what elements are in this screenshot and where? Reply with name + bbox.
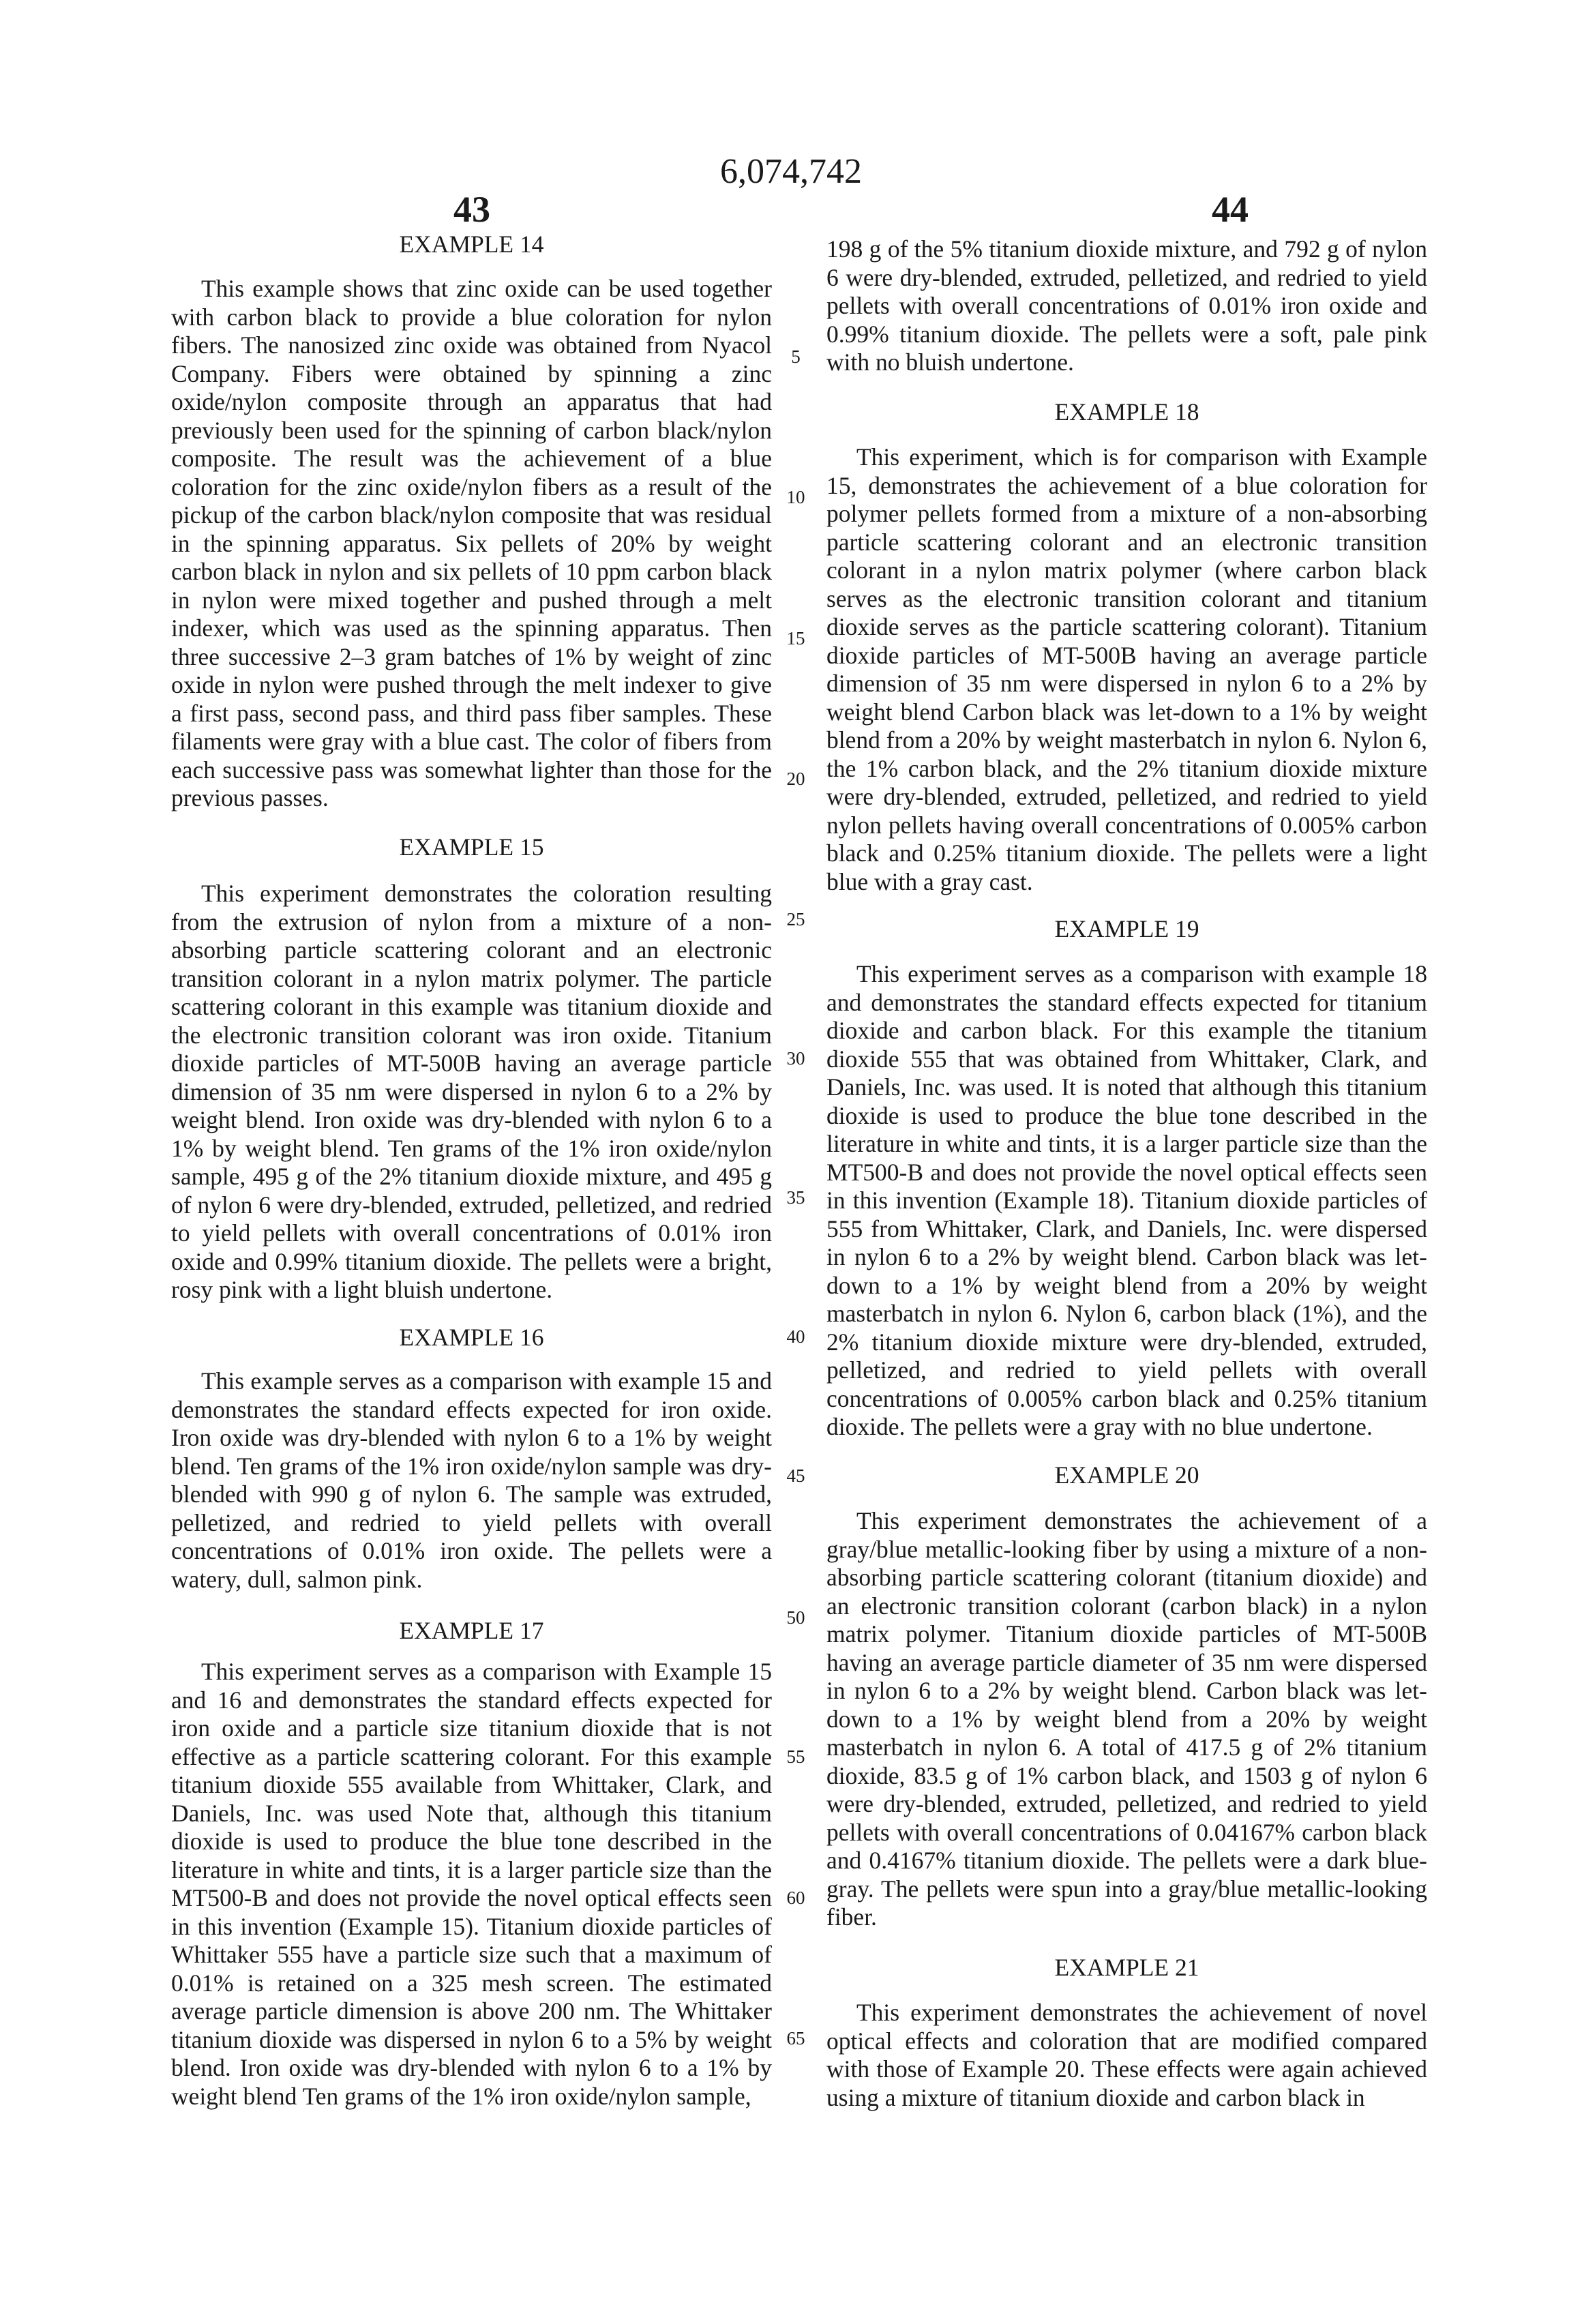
- example-17-heading: EXAMPLE 17: [171, 1617, 772, 1645]
- line-number: 10: [779, 487, 813, 508]
- line-number: 65: [779, 2028, 813, 2049]
- line-number: 40: [779, 1326, 813, 1347]
- line-number: 30: [779, 1048, 813, 1069]
- example-19-text: This experiment serves as a comparison with example 18 and demonstrates the standard effects expected for titanium dioxide and carbon black. For this example the titanium dioxide 555 that was obtained from Whittaker, Clark, and Daniels, Inc. was used. It is noted that although this titanium dioxide is used to produce the blue tone described in the literature in white and tints, it is a larger particle size than the MT500-B and does not provide the novel optical effects seen in this invention (Example 18). Titanium dioxide particles of 555 from Whittaker, Clark, and Daniels, Inc. were dispersed in nylon 6 to a 2% by weight blend. Carbon black was let-down to a 1% by weight blend from a 20% by weight masterbatch in nylon 6. Nylon 6, carbon black (1%), and the 2% titanium dioxide mixture were dry-blended, extruded, pelletized, and redried to yield pellets with overall concentrations of 0.005% carbon black and 0.25% titanium dioxide. The pellets were a gray with no blue undertone.: [826, 960, 1427, 1442]
- line-number: 20: [779, 769, 813, 790]
- line-number: 45: [779, 1465, 813, 1487]
- line-number: 35: [779, 1187, 813, 1208]
- example-14-heading: EXAMPLE 14: [171, 230, 772, 259]
- example-17-continuation: 198 g of the 5% titanium dioxide mixture, and 792 g of nylon 6 were dry-blended, extruded, pelletized, and redried to yield pellets with overall concentrations of 0.01% iron oxide and 0.99% titanium dioxide. The pellets were a soft, pale pink with no bluish undertone.: [826, 235, 1427, 377]
- left-column-number: 43: [404, 188, 540, 230]
- example-19-heading: EXAMPLE 19: [826, 915, 1427, 944]
- example-17-text: This experiment serves as a comparison with Example 15 and 16 and demonstrates the standard effects expected for iron oxide and a particle size titanium dioxide that is not effective as a particle scattering colorant. For this example titanium dioxide 555 available from Whittaker, Clark, and Daniels, Inc. was used Note that, although this titanium dioxide is used to produce the blue tone described in the literature in white and tints, it is a larger particle size than the MT500-B and does not provide the novel optical effects seen in this invention (Example 15). Titanium dioxide particles of Whittaker 555 have a particle size such that a maximum of 0.01% is retained on a 325 mesh screen. The estimated average particle dimension is above 200 nm. The Whittaker titanium dioxide was dispersed in nylon 6 to a 5% by weight blend. Iron oxide was dry-blended with nylon 6 to a 1% by weight blend Ten grams of the 1% iron oxide/nylon sample,: [171, 1658, 772, 2111]
- example-16-text: This example serves as a comparison with example 15 and demonstrates the standard effects expected for iron oxide. Iron oxide was dry-blended with nylon 6 to a 1% by weight blend. Ten grams of the 1% iron oxide/nylon sample was dry-blended with 990 g of nylon 6. The sample was extruded, pelletized, and redried to yield pellets with overall concentrations of 0.01% iron oxide. The pellets were a watery, dull, salmon pink.: [171, 1367, 772, 1594]
- example-20-heading: EXAMPLE 20: [826, 1461, 1427, 1490]
- example-15-heading: EXAMPLE 15: [171, 833, 772, 862]
- example-16-heading: EXAMPLE 16: [171, 1324, 772, 1352]
- line-number: 50: [779, 1607, 813, 1628]
- line-number: 25: [779, 909, 813, 930]
- line-number: 55: [779, 1746, 813, 1768]
- line-number: 15: [779, 628, 813, 649]
- line-number: 60: [779, 1888, 813, 1909]
- example-20-text: This experiment demonstrates the achievement of a gray/blue metallic-looking fiber by using a mixture of a non-absorbing particle scattering colorant (titanium dioxide) and an electronic transition colorant (carbon black) in a nylon matrix polymer. Titanium dioxide particles of MT-500B having an average particle diameter of 35 nm were dispersed in nylon 6 to a 2% by weight blend. Carbon black was let-down to a 1% by weight blend from a 20% by weight masterbatch in nylon 6. A total of 417.5 g of 2% titanium dioxide, 83.5 g of 1% carbon black, and 1503 g of nylon 6 were dry-blended, extruded, pelletized, and redried to yield pellets with overall concentrations of 0.04167% carbon black and 0.4167% titanium dioxide. The pellets were a dark blue-gray. The pellets were spun into a gray/blue metallic-looking fiber.: [826, 1507, 1427, 1932]
- line-number: 5: [779, 346, 813, 368]
- example-21-heading: EXAMPLE 21: [826, 1954, 1427, 1982]
- example-14-text: This example shows that zinc oxide can be used together with carbon black to provide a blue coloration for nylon fibers. The nanosized zinc oxide was obtained from Nyacol Company. Fibers were obtained by spinning a zinc oxide/nylon composite through an apparatus that had previously been used for the spinning of carbon black/nylon composite. The result was the achievement of a blue coloration for the zinc oxide/nylon fibers as a result of the pickup of the carbon black/nylon composite that was residual in the spinning apparatus. Six pellets of 20% by weight carbon black in nylon and six pellets of 10 ppm carbon black in nylon were mixed together and pushed through a melt indexer, which was used as the spinning apparatus. Then three successive 2–3 gram batches of 1% by weight of zinc oxide in nylon were pushed through the melt indexer to give a first pass, second pass, and third pass fiber samples. These filaments were gray with a blue cast. The color of fibers from each successive pass was somewhat lighter than those for the previous passes.: [171, 275, 772, 813]
- example-18-heading: EXAMPLE 18: [826, 398, 1427, 427]
- example-18-text: This experiment, which is for comparison with Example 15, demonstrates the achievement of a blue coloration for polymer pellets formed from a mixture of a non-absorbing particle scattering colorant and an electronic transition colorant in a nylon matrix polymer (where carbon black serves as the electronic transition colorant and titanium dioxide serves as the particle scattering colorant). Titanium dioxide particles of MT-500B having an average particle dimension of 35 nm were dispersed in nylon 6 to a 2% by weight blend Carbon black was let-down to a 1% by weight blend from a 20% by weight masterbatch in nylon 6. Nylon 6, the 1% carbon black, and the 2% titanium dioxide mixture were dry-blended, extruded, pelletized, and redried to yield nylon pellets having overall concentrations of 0.005% carbon black and 0.25% titanium dioxide. The pellets were a light blue with a gray cast.: [826, 443, 1427, 896]
- patent-number: 6,074,742: [0, 151, 1582, 192]
- example-15-text: This experiment demonstrates the coloration resulting from the extrusion of nylon from a mixture of a non-absorbing particle scattering colorant and an electronic transition colorant in a nylon matrix polymer. The particle scattering colorant in this example was titanium dioxide and the electronic transition colorant was iron oxide. Titanium dioxide particles of MT-500B having an average particle dimension of 35 nm were dispersed in nylon 6 to a 2% by weight blend. Iron oxide was dry-blended with nylon 6 to a 1% by weight blend. Ten grams of the 1% iron oxide/nylon sample, 495 g of the 2% titanium dioxide mixture, and 495 g of nylon 6 were dry-blended, extruded, pelletized, and redried to yield pellets with overall concentrations of 0.01% iron oxide and 0.99% titanium dioxide. The pellets were a bright, rosy pink with a light bluish undertone.: [171, 880, 772, 1305]
- example-21-text: This experiment demonstrates the achievement of novel optical effects and coloration that are modified compared with those of Example 20. These effects were again achieved using a mixture of titanium dioxide and carbon black in: [826, 1999, 1427, 2112]
- right-column-number: 44: [1162, 188, 1298, 230]
